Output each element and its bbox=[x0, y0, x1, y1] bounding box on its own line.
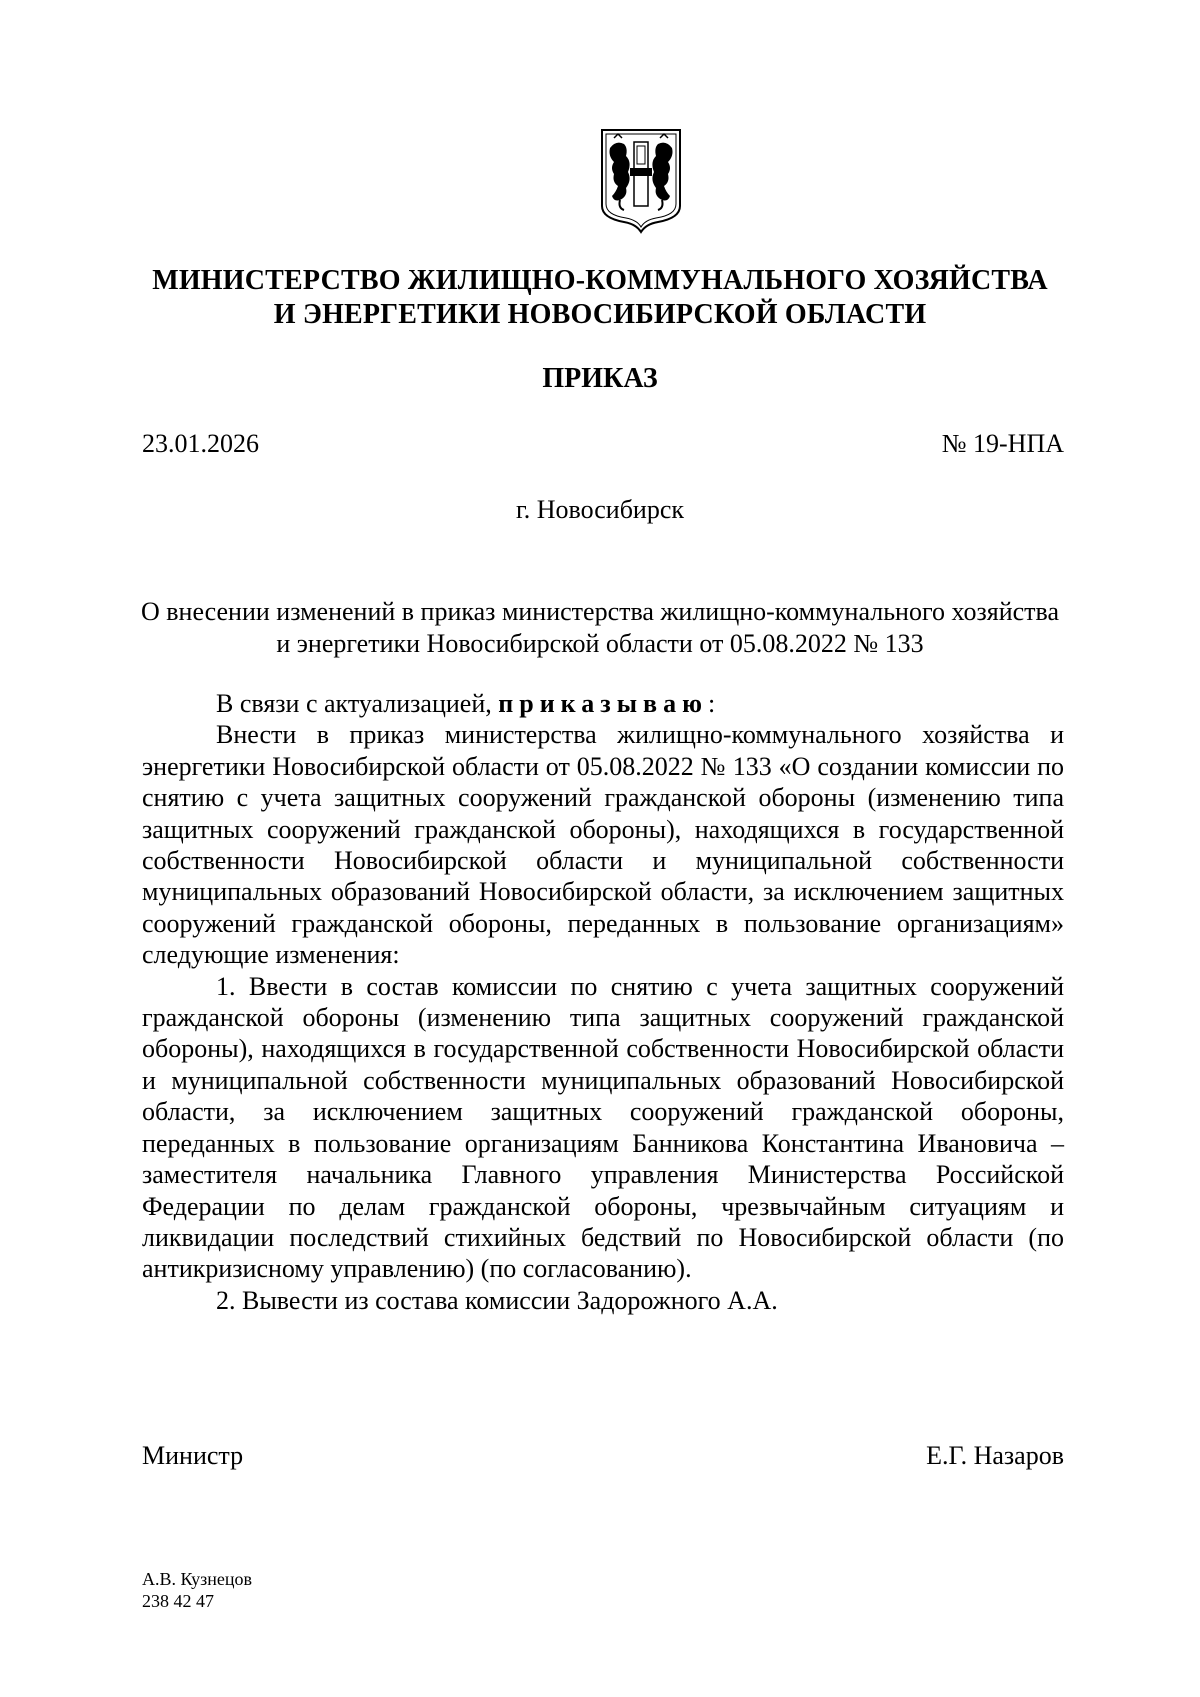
document-date: 23.01.2026 bbox=[142, 429, 259, 458]
intro-prefix: В связи с актуализацией, bbox=[216, 689, 499, 718]
novosibirsk-coat-of-arms-icon bbox=[598, 126, 684, 234]
document-number: № 19-НПА bbox=[941, 429, 1064, 458]
executor-phone: 238 42 47 bbox=[142, 1591, 214, 1611]
document-type-title: ПРИКАЗ bbox=[542, 363, 658, 394]
organization-title: МИНИСТЕРСТВО ЖИЛИЩНО-КОММУНАЛЬНОГО ХОЗЯЙСТВА И ЭНЕРГЕТИКИ НОВОСИБИРСКОЙ ОБЛАСТИ bbox=[152, 265, 1048, 330]
order-word: приказываю bbox=[498, 689, 708, 718]
executor-block bbox=[142, 1568, 252, 1612]
main-paragraph: Внести в приказ министерства жилищно-коммунального хозяйства и энергетики Новосибирской области от 05.08.2022 № 133 «О создании комиссии по снятию с учета защитных сооружений гражданской обороны (изменению типа защитных сооружений гражданской обороны), находящихся в государственной собственности Новосибирской области и муниципальной собственности муниципальных образований Новосибирской области, за исключением защитных сооружений гражданской обороны, переданных в пользование организациям» следующие изменения: bbox=[142, 720, 1064, 970]
document-body bbox=[142, 688, 1064, 1316]
signer-role: Министр bbox=[142, 1441, 244, 1470]
document-place: г. Новосибирск bbox=[515, 495, 685, 524]
item-1-paragraph: 1. Ввести в состав комиссии по снятию с учета защитных сооружений гражданской обороны (изменению типа защитных сооружений гражданской обороны), находящихся в государственной собственности Новосибирской области и муниципальной собственности муниципальных образований Новосибирской области, за исключением защитных сооружений гражданской обороны, переданных в пользование организациям Банникова Константина Ивановича – заместителя начальника Главного управления Министерства Российской Федерации по делам гражданской обороны, чрезвычайным ситуациям и ликвидации последствий стихийных бедствий по Новосибирской области (по антикризисному управлению) (по согласованию). bbox=[142, 971, 1064, 1284]
intro-suffix: : bbox=[707, 689, 716, 718]
document-subject: О внесении изменений в приказ министерства жилищно-коммунального хозяйства и энергетики Новосибирской области от 05.08.2022 № 133 bbox=[140, 597, 1060, 658]
item-2-paragraph: 2. Вывести из состава комиссии Задорожного А.А. bbox=[216, 1285, 778, 1315]
signer-name: Е.Г. Назаров bbox=[926, 1441, 1064, 1470]
intro-paragraph bbox=[142, 688, 1064, 719]
executor-name: А.В. Кузнецов bbox=[142, 1569, 253, 1589]
